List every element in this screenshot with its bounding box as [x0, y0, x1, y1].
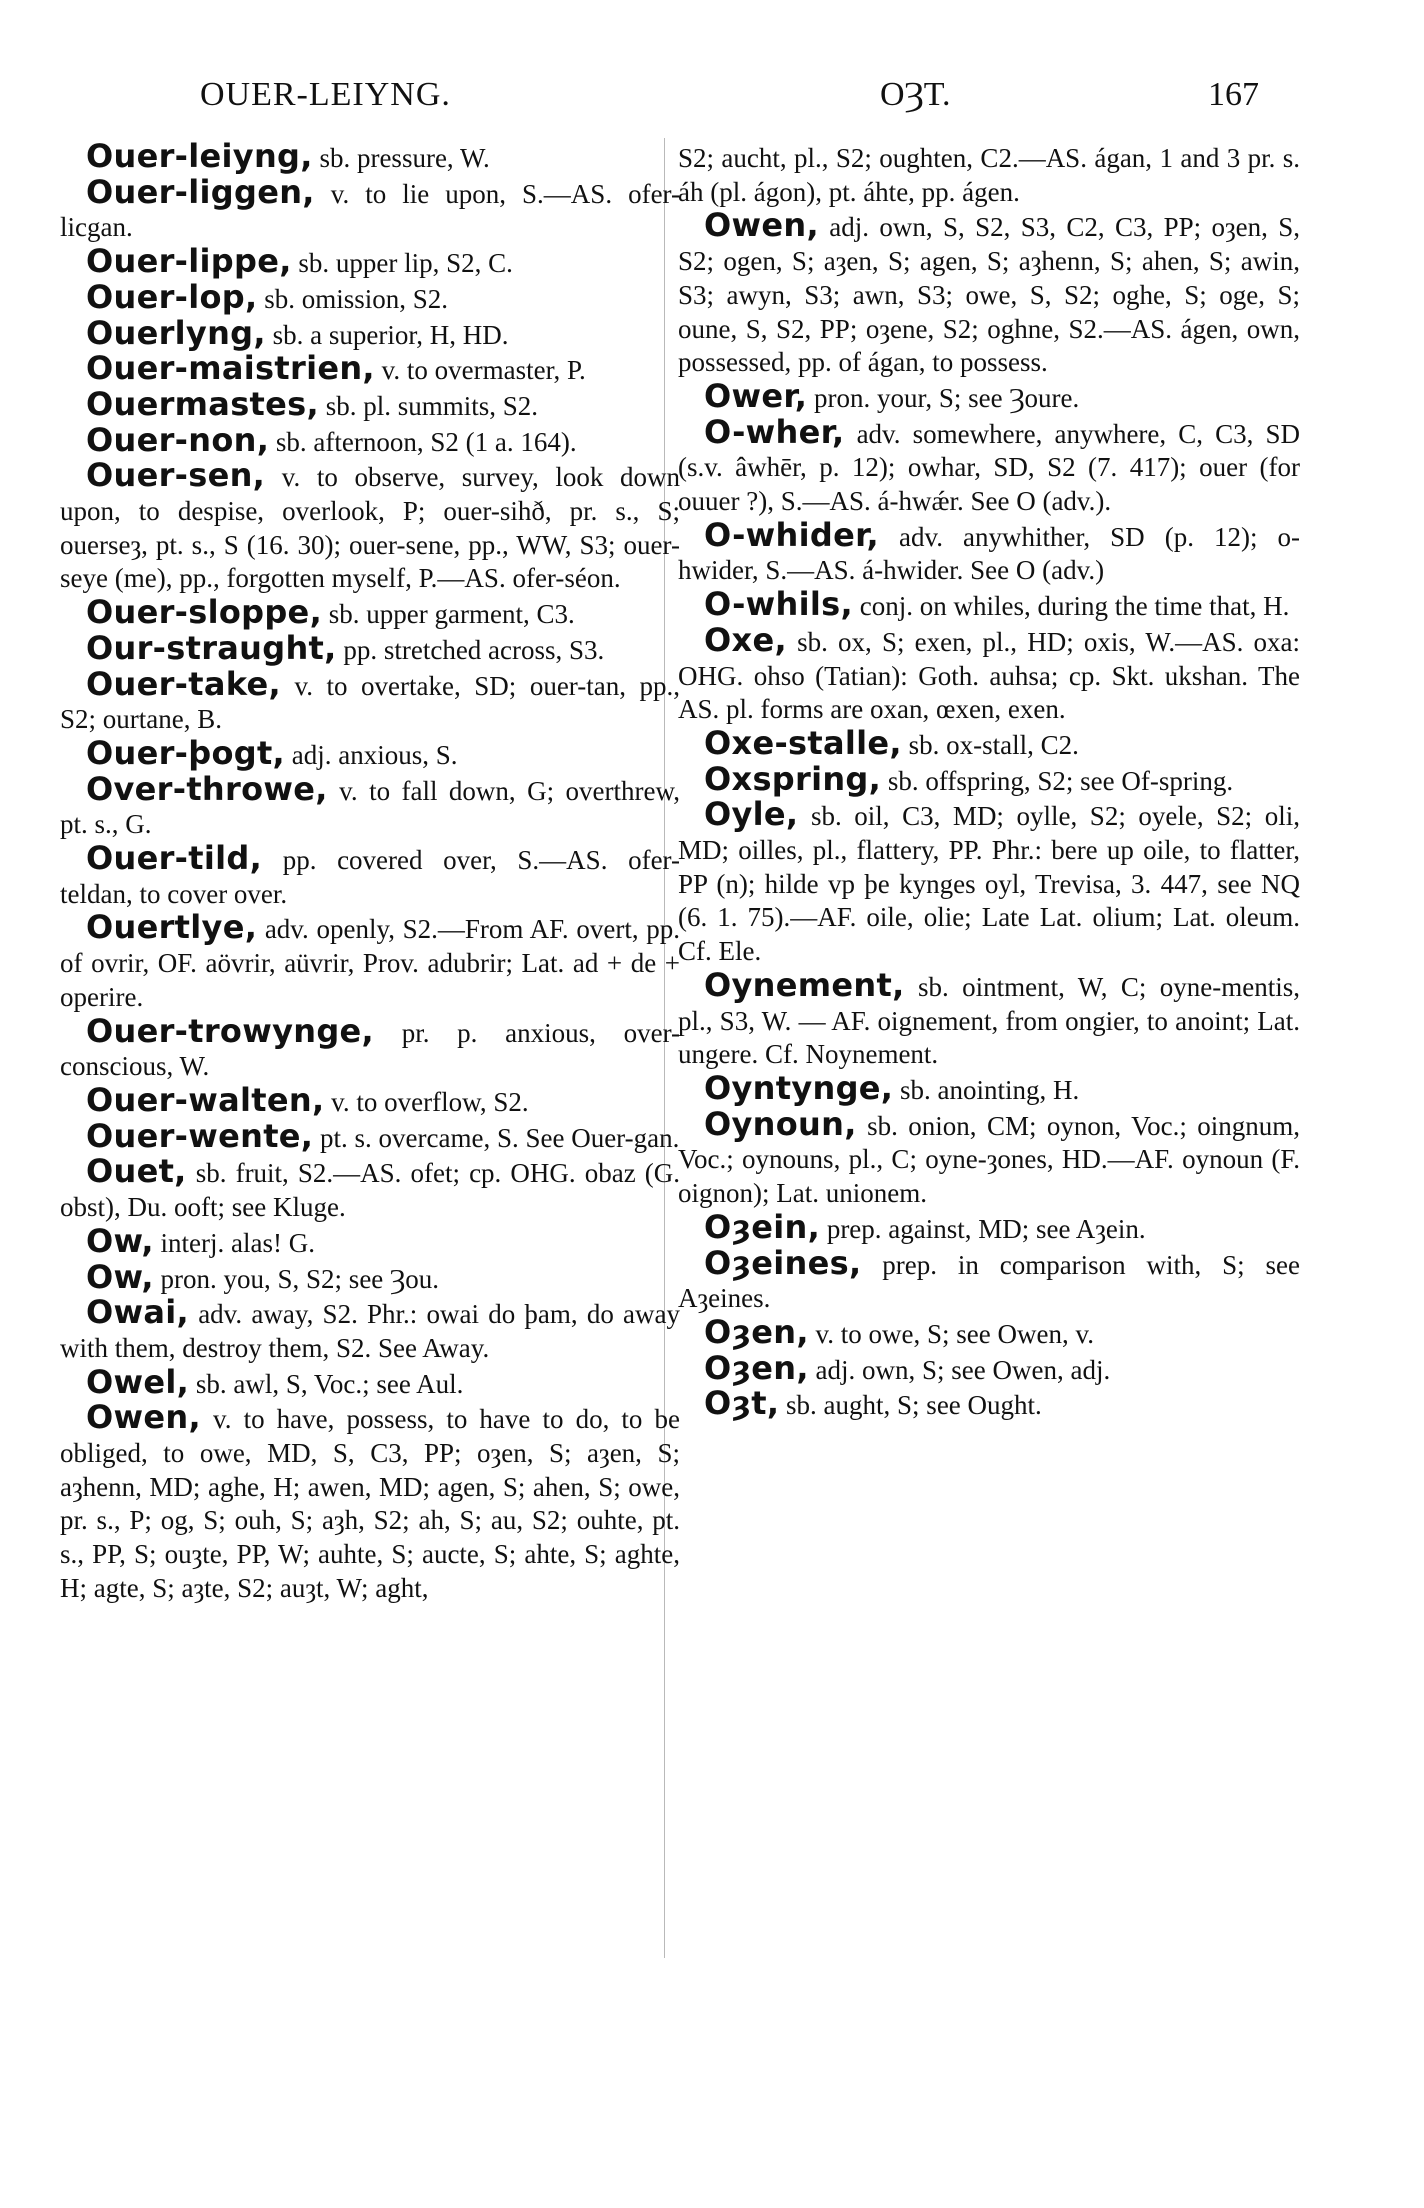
headword: Ouer-non,: [86, 420, 270, 459]
definition: pr. p. anxious, over-conscious, W.: [60, 1017, 681, 1082]
dictionary-entry: [678, 585, 1300, 624]
headword: Ouer-maistrien,: [86, 349, 375, 388]
left-column: [60, 137, 681, 1606]
dictionary-entry: [60, 908, 681, 1014]
headword: Ouer-sloppe,: [86, 593, 323, 632]
dictionary-entry: [60, 628, 680, 668]
headword: Ouet,: [86, 1152, 187, 1191]
dictionary-entry: [678, 515, 1301, 588]
headword: Oyle,: [704, 795, 799, 834]
headword: Oynoun,: [704, 1104, 857, 1143]
dictionary-entry: [60, 1221, 680, 1261]
definition: sb. ointment, W, C; oyne-mentis, pl., S3, W. — AF. oignement, from ongier, to anoint; Lat. ungere. Cf. Noynement.: [678, 971, 1301, 1070]
definition: adv. anywhither, SD (p. 12); o-hwider, S.—AS. á-hwider. See O (adv.): [678, 521, 1301, 586]
dictionary-entry: [678, 723, 1300, 763]
headword: Ouermastes,: [86, 384, 319, 423]
dictionary-entry: [60, 839, 680, 911]
headword: Oȝeines,: [704, 1243, 862, 1282]
definition: sb. aught, S; see Ought.: [786, 1390, 1042, 1421]
headword: Ouer-þogt,: [86, 733, 285, 772]
headword: Owen,: [704, 206, 819, 245]
dictionary-entry: [60, 1257, 680, 1297]
headword: O-wher,: [704, 412, 845, 451]
headword: Oynement,: [704, 965, 905, 1004]
dictionary-entry: [60, 277, 680, 317]
dictionary-entry: [60, 1080, 680, 1120]
definition: sb. onion, CM; oynon, Voc.; oingnum, Voc.; oynouns, pl., C; oyne-ȝones, HD.—AF. oynoun (F. oignon); Lat. unionem.: [678, 1110, 1301, 1209]
definition: prep. against, MD; see Aȝein.: [826, 1213, 1146, 1244]
definition: sb. afternoon, S2 (1 a. 164).: [275, 426, 577, 457]
headword: Oȝen,: [704, 1312, 809, 1351]
dictionary-entry: [678, 1312, 1300, 1352]
dictionary-entry: [678, 376, 1300, 416]
definition: sb. fruit, S2.—AS. ofet; cp. OHG. obaz (G. obst), Du. ooft; see Kluge.: [60, 1158, 680, 1223]
headword: O-whider,: [704, 515, 879, 554]
headword: Over-throwe,: [86, 769, 328, 808]
headword: Oyntynge,: [704, 1068, 894, 1107]
dictionary-entry: [60, 420, 680, 460]
dictionary-entry: [60, 313, 680, 353]
headword: Ouer-leiyng,: [86, 137, 313, 175]
definition: pron. your, S; see Ȝoure.: [813, 382, 1080, 413]
dictionary-entry: [60, 664, 681, 737]
dictionary-entry: [60, 733, 680, 773]
dictionary-entry: [60, 1116, 680, 1156]
headword: Owai,: [86, 1293, 189, 1332]
headword: Our-straught,: [86, 628, 337, 667]
headword: Ow,: [86, 1257, 154, 1296]
right-column: [678, 140, 1300, 1423]
headword: Ouer-tild,: [86, 839, 263, 878]
dictionary-entry: [60, 456, 680, 596]
definition: sb. upper garment, C3.: [328, 599, 575, 630]
definition: pp. stretched across, S3.: [343, 634, 605, 665]
dictionary-entry: [60, 1011, 681, 1084]
running-header: [0, 76, 1424, 126]
headword: Ouer-take,: [86, 664, 281, 703]
definition: adv. away, S2. Phr.: owai do þam, do away with them, destroy them, S2. See Away.: [60, 1299, 681, 1363]
headword: Ower,: [704, 376, 808, 415]
definition: v. to lie upon, S.—AS. ofer-licgan.: [60, 178, 681, 243]
dictionary-entry: [678, 1104, 1301, 1211]
definition: v. to overtake, SD; ouer-tan, pp., S2; ourtane, B.: [60, 670, 681, 735]
definition: sb. omission, S2.: [264, 283, 449, 314]
dictionary-entry: [60, 349, 680, 388]
headword: Ouer-lop,: [86, 277, 258, 316]
dictionary-entry: [60, 137, 680, 176]
definition: sb. ox-stall, C2.: [908, 729, 1079, 760]
dictionary-entry: [60, 172, 681, 245]
dictionary-entry: [60, 593, 680, 632]
header-left-title: OUER-LEIYNG.: [200, 76, 451, 113]
dictionary-entry: [60, 384, 680, 424]
dictionary-entry: [60, 1152, 680, 1224]
definition: sb. awl, S, Voc.; see Aul.: [195, 1368, 464, 1399]
headword: Ouer-liggen,: [86, 172, 315, 211]
definition: v. to overmaster, P.: [381, 355, 586, 386]
definition: adv. openly, S2.—From AF. overt, pp. of ovrir, OF. aövrir, aüvrir, Prov. adubrir; Lat. ad + de + operire.: [60, 914, 681, 1012]
dictionary-entry: [678, 1207, 1300, 1247]
dictionary-entry: [678, 1068, 1300, 1108]
definition: adj. anxious, S.: [291, 739, 458, 770]
definition: v. to observe, survey, look down upon, to despise, overlook, P; ouer-sihð, pr. s., S; ouerseȝ, pt. s., S (16. 30); ouer-sene, pp., WW, S3; ouer-seye (me), pp., forgotten myself, P.—AS. ofer-séon.: [60, 462, 680, 594]
headword: O-whils,: [704, 585, 853, 624]
definition: pt. s. overcame, S. See Ouer-gan.: [320, 1122, 680, 1153]
headword: Ow,: [86, 1221, 154, 1260]
dictionary-entry: [678, 1243, 1300, 1316]
definition: adj. own, S, S2, S3, C2, C3, PP; oȝen, S, S2; ogen, S; aȝen, S; agen, S; aȝhenn, S; ahen, S; awin, S3; awyn, S3; awn, S3; owe, S, S2; oghe, S; oge, S; oune, S, S2, PP; oȝene, S2; oghne, S2.—AS. ágen, own, possessed, pp. of ágan, to possess.: [678, 212, 1300, 378]
headword: Ouer-sen,: [86, 456, 266, 495]
dictionary-entry: [678, 795, 1301, 969]
headword: Oȝt,: [704, 1384, 780, 1423]
dictionary-entry: [678, 620, 1301, 727]
dictionary-entry: [60, 242, 680, 281]
definition: v. to overflow, S2.: [331, 1086, 529, 1117]
dictionary-entry: [678, 206, 1300, 380]
definition: v. to fall down, G; overthrew, pt. s., G.: [60, 775, 680, 840]
definition: sb. offspring, S2; see Of-spring.: [887, 765, 1234, 796]
dictionary-entry: [60, 769, 680, 842]
headword: Ouer-lippe,: [86, 242, 292, 281]
dictionary-entry: [678, 412, 1301, 519]
page-number: 167: [1208, 76, 1259, 113]
dictionary-entry: [678, 965, 1301, 1072]
headword: Ouer-wente,: [86, 1116, 314, 1155]
definition: adj. own, S; see Owen, adj.: [815, 1354, 1111, 1385]
definition: adv. somewhere, anywhere, C, C3, SD (s.v. âwhēr, p. 12); owhar, SD, S2 (7. 417); ouer (for ouuer ?), S.—AS. á-hwǽr. See O (adv.).: [678, 418, 1301, 517]
headword: Ouertlye,: [86, 908, 258, 947]
dictionary-entry-continued: [678, 140, 1300, 209]
definition: sb. upper lip, S2, C.: [298, 248, 513, 279]
definition: conj. on whiles, during the time that, H.: [859, 591, 1290, 622]
dictionary-entry: [60, 1362, 680, 1402]
definition: pron. you, S, S2; see Ȝou.: [160, 1263, 439, 1294]
header-center-title: OȜT.: [880, 76, 951, 113]
headword: Owel,: [86, 1362, 190, 1401]
headword: Oxspring,: [704, 759, 882, 798]
definition: sb. pl. summits, S2.: [325, 390, 539, 421]
dictionary-entry: [678, 1348, 1300, 1388]
definition: interj. alas! G.: [160, 1227, 315, 1258]
headword: Ouerlyng,: [86, 313, 266, 352]
headword: Oxe,: [704, 620, 787, 659]
definition: sb. pressure, W.: [319, 143, 490, 173]
headword: Ouer-walten,: [86, 1080, 325, 1119]
dictionary-entry: [60, 1293, 681, 1365]
dictionary-entry: [678, 759, 1300, 799]
definition: sb. a superior, H, HD.: [272, 319, 509, 350]
definition: sb. anointing, H.: [900, 1074, 1080, 1105]
definition: S2; aucht, pl., S2; oughten, C2.—AS. ágan, 1 and 3 pr. s. áh (pl. ágon), pt. áhte, pp. ágen.: [678, 143, 1300, 207]
headword: Oxe-stalle,: [704, 723, 902, 762]
definition: prep. in comparison with, S; see Aȝeines.: [678, 1249, 1300, 1314]
definition: v. to owe, S; see Owen, v.: [815, 1318, 1094, 1349]
headword: Oȝein,: [704, 1207, 821, 1246]
definition: v. to have, possess, to have to do, to be obliged, to owe, MD, S, C3, PP; oȝen, S; aȝen, S; aȝhenn, MD; aghe, H; awen, MD; agen, S; ahen, S; owe, pr. s., P; og, S; ouh, S; aȝh, S2; ah, S; au, S2; ouhte, pt. s., PP, S; ouȝte, PP, W; auhte, S; aucte, S; ahte, S; aghte, H; agte, S; aȝte, S2; auȝt, W; aght,: [60, 1404, 681, 1603]
definition: sb. oil, C3, MD; oylle, S2; oyele, S2; oli, MD; oilles, pl., flattery, PP. Phr.: bere up oile, to flatter, PP (n); hilde vp þe kynges oyl, Trevisa, 3. 447, see NQ (6. 1. 75).—AF. oile, olie; Late Lat. olium; Lat. oleum. Cf. Ele.: [678, 801, 1301, 967]
definition: pp. covered over, S.—AS. ofer-teldan, to cover over.: [60, 845, 680, 909]
headword: Owen,: [86, 1398, 201, 1437]
headword: Ouer-trowynge,: [86, 1011, 374, 1050]
definition: sb. ox, S; exen, pl., HD; oxis, W.—AS. oxa: OHG. ohso (Tatian): Goth. auhsa; cp. Skt. ukshan. The AS. pl. forms are oxan, œxen, exen.: [678, 626, 1301, 725]
headword: Oȝen,: [704, 1348, 809, 1387]
dictionary-entry: [60, 1398, 681, 1605]
dictionary-entry: [678, 1384, 1300, 1423]
